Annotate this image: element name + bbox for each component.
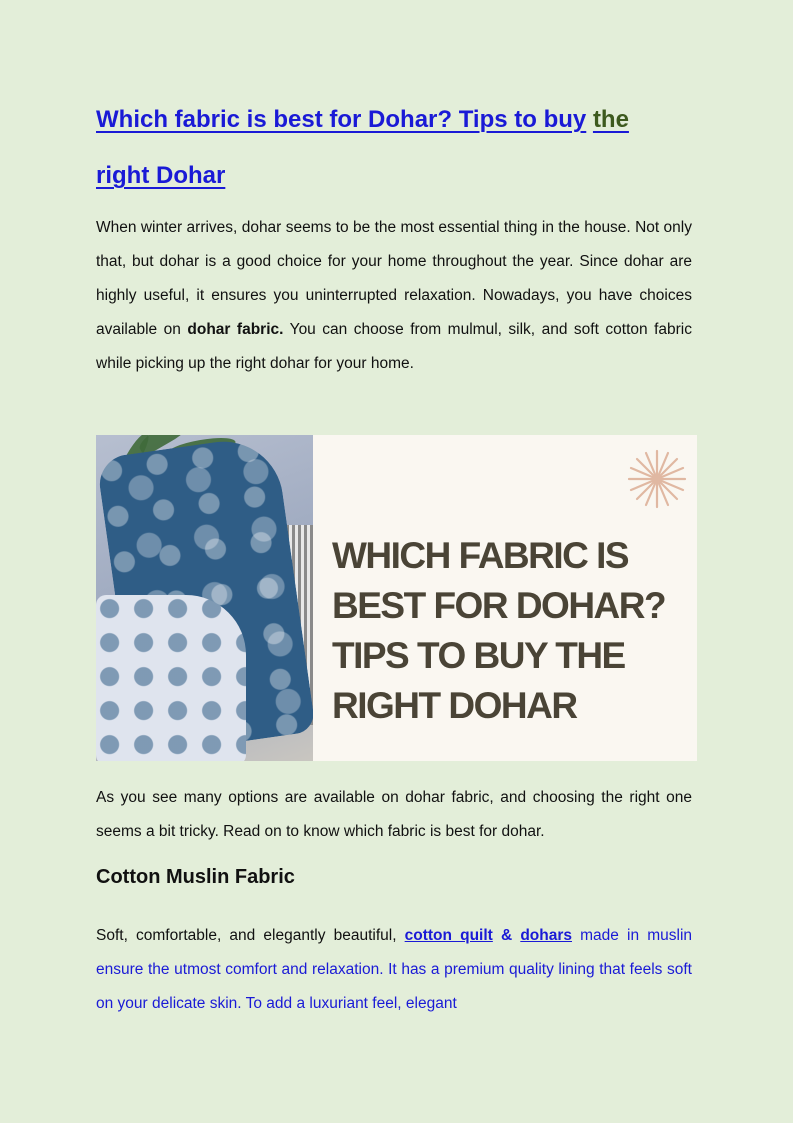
section-heading: Cotton Muslin Fabric — [96, 866, 295, 888]
para3-text-1: Soft, comfortable, and elegantly beautiful, — [96, 927, 405, 944]
article-banner-image — [96, 435, 697, 761]
article-title — [96, 92, 692, 204]
title-link[interactable]: Which fabric is best for Dohar? Tips to buy — [96, 106, 587, 133]
para3-amp: & — [492, 927, 521, 944]
para3-text-2: made in muslin ensure the utmost comfort and relaxation. It has a premium quality lining that feels soft on your delicate skin. To add a luxuriant feel, elegant — [96, 927, 693, 1012]
intro-paragraph — [96, 211, 692, 381]
title-link-2[interactable]: right Dohar — [96, 162, 226, 189]
banner-headline: WHICH FABRIC IS BEST FOR DOHAR? TIPS TO BUY THE RIGHT DOHAR — [332, 535, 666, 726]
intro-bold: dohar fabric. — [187, 321, 284, 338]
dohars-link[interactable]: dohars — [520, 927, 572, 944]
intro-text-1: When winter arrives, dohar seems to be the most essential thing in the house. Not only that, but dohar is a good choice for your home throughout the year. Since dohar are highly useful, it ensures you uninterrupted relaxation. Nowadays, you have choices available on — [96, 219, 692, 338]
cotton-quilt-link[interactable]: cotton quilt — [404, 927, 493, 944]
paragraph-2: As you see many options are available on dohar fabric, and choosing the right one seems a bit tricky. Read on to know which fabric is best for dohar. — [96, 789, 692, 840]
intro-text-2: You can choose from mulmul, silk, and soft cotton fabric while picking up the right dohar for your home. — [96, 321, 692, 372]
title-word-the: the — [592, 106, 629, 133]
dohar-photo — [96, 435, 313, 761]
paragraph-3 — [96, 919, 692, 1021]
sunburst-icon — [625, 447, 689, 511]
